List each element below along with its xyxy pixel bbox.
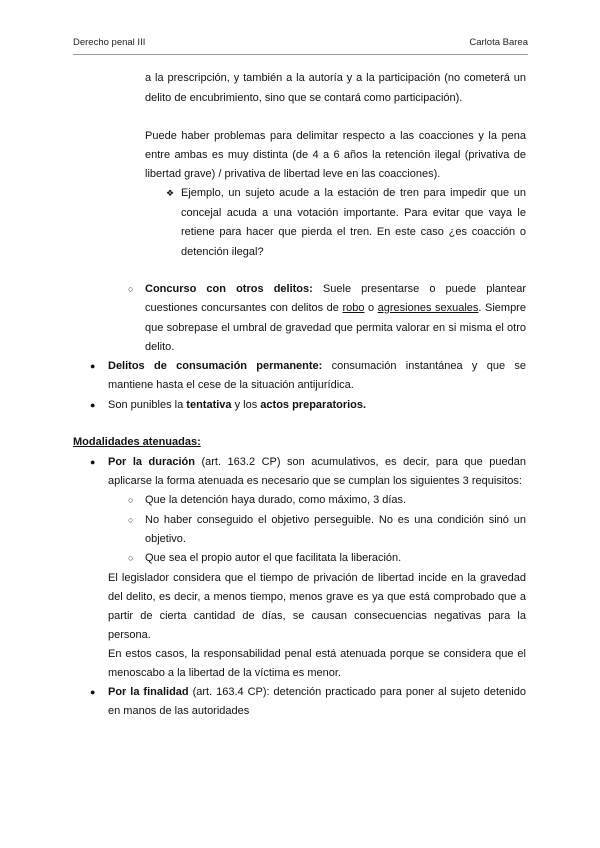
duracion-p1-line-4: persona. [108,629,151,641]
requisito-2-line-2: objetivo. [145,533,186,545]
circle-bullet-icon: ○ [128,495,134,505]
dot-bullet-icon: ● [90,457,96,467]
punibles-actos: actos preparatorios. [260,399,367,411]
requisito-1: Que la detención haya durado, como máximo, 3 días. [145,494,407,506]
header-left: Derecho penal III [73,37,146,48]
coacciones-line-1: Puede haber problemas para delimitar respecto a las coacciones y la pena [145,130,526,142]
modalidades-heading [73,433,201,453]
permanente-line-1-rest: consumación instantánea y que se [331,360,526,372]
ejemplo-line-4: detención ilegal? [181,246,264,258]
concurso-line-2 [145,299,526,319]
requisito-3: Que sea el propio autor el que facilitata la liberación. [145,552,402,564]
link-agresiones-sexuales[interactable]: agresiones sexuales [377,302,479,314]
dot-bullet-icon: ● [90,687,96,697]
duracion-p2-line-1: En estos casos, la responsabilidad penal está atenuada porque se considera que el [108,648,526,660]
punibles-line [108,396,366,416]
permanente-line-1 [108,357,526,377]
ejemplo-line-1: Ejemplo, un sujeto acude a la estación de tren para impedir que un [181,187,526,199]
duracion-line-1-rest: (art. 163.2 CP) son acumulativos, es decir, para que puedan [201,456,526,468]
coacciones-line-3: libertad grave) / privativa de libertad leve en las coacciones). [145,168,441,180]
finalidad-line-2: en manos de las autoridades [108,705,250,717]
finalidad-line-1-rest: (art. 163.4 CP): detención practicado para poner al sujeto detenido [192,686,526,698]
modalidades-heading-text: Modalidades atenuadas: [73,436,201,448]
ejemplo-line-3: retiene para hacer que pierda el tren. En este caso ¿es coacción o [181,226,526,238]
header-right: Carlota Barea [469,37,528,48]
finalidad-line-1 [108,683,526,703]
concurso-line-3: que sobrepase el umbral de gravedad que permita valorar en si misma el otro [145,322,526,334]
link-robo[interactable]: robo [342,302,365,314]
duracion-line-1 [108,453,526,473]
coacciones-line-2: entre ambas es muy distinta (de 4 a 6 años la retención ilegal (privativa de [145,149,526,161]
permanente-title: Delitos de consumación permanente: [108,360,323,372]
circle-bullet-icon: ○ [128,553,134,563]
requisito-2-line-1: No haber conseguido el objetivo perseguible. No es una condición sinó un [145,514,526,526]
punibles-pre: Son punibles la [108,399,184,411]
circle-bullet-icon: ○ [128,515,134,525]
duracion-p2-line-2: menoscabo a la libertad de la víctima es menor. [108,667,341,679]
continuation-line-1: a la prescripción, y también a la autoría y a la participación (no cometerá un [145,72,526,84]
concurso-line-2-post: . Siempre [478,302,526,314]
duracion-p1-line-3: partir de cierta cantidad de días, se causan consecuencias negativas para la [108,610,526,622]
concurso-title: Concurso con otros delitos: [145,283,313,295]
concurso-line-2-pre: cuestiones concursantes con delitos de [145,302,339,314]
duracion-p1-line-2: del delito, es decir, a menos tiempo, menos grave es ya que está comprobado que a [108,591,526,603]
concurso-conj: o [368,302,375,314]
dot-bullet-icon: ● [90,400,96,410]
punibles-tentativa: tentativa [186,399,232,411]
circle-bullet-icon: ○ [128,284,134,294]
continuation-line-2: delito de encubrimiento, sino que se contará como participación). [145,92,463,104]
finalidad-title: Por la finalidad [108,686,189,698]
ejemplo-line-2: concejal acuda a una votación importante. Para evitar que vaya le [181,207,526,219]
duracion-line-2: aplicarse la forma atenuada es necesario que se cumplan los siguientes 3 requisitos: [108,475,522,487]
diamond-bullet-icon: ❖ [166,188,175,198]
concurso-line-4: delito. [145,341,175,353]
dot-bullet-icon: ● [90,361,96,371]
concurso-line-1 [145,280,526,300]
duracion-title: Por la duración [108,456,195,468]
permanente-line-2: mantiene hasta el cese de la situación antijurídica. [108,379,354,391]
punibles-y: y los [234,399,258,411]
header-rule [73,54,528,55]
concurso-line-1-rest: Suele presentarse o puede plantear [322,283,526,295]
duracion-p1-line-1: El legislador considera que el tiempo de privación de libertad incide en la gravedad [108,572,526,584]
